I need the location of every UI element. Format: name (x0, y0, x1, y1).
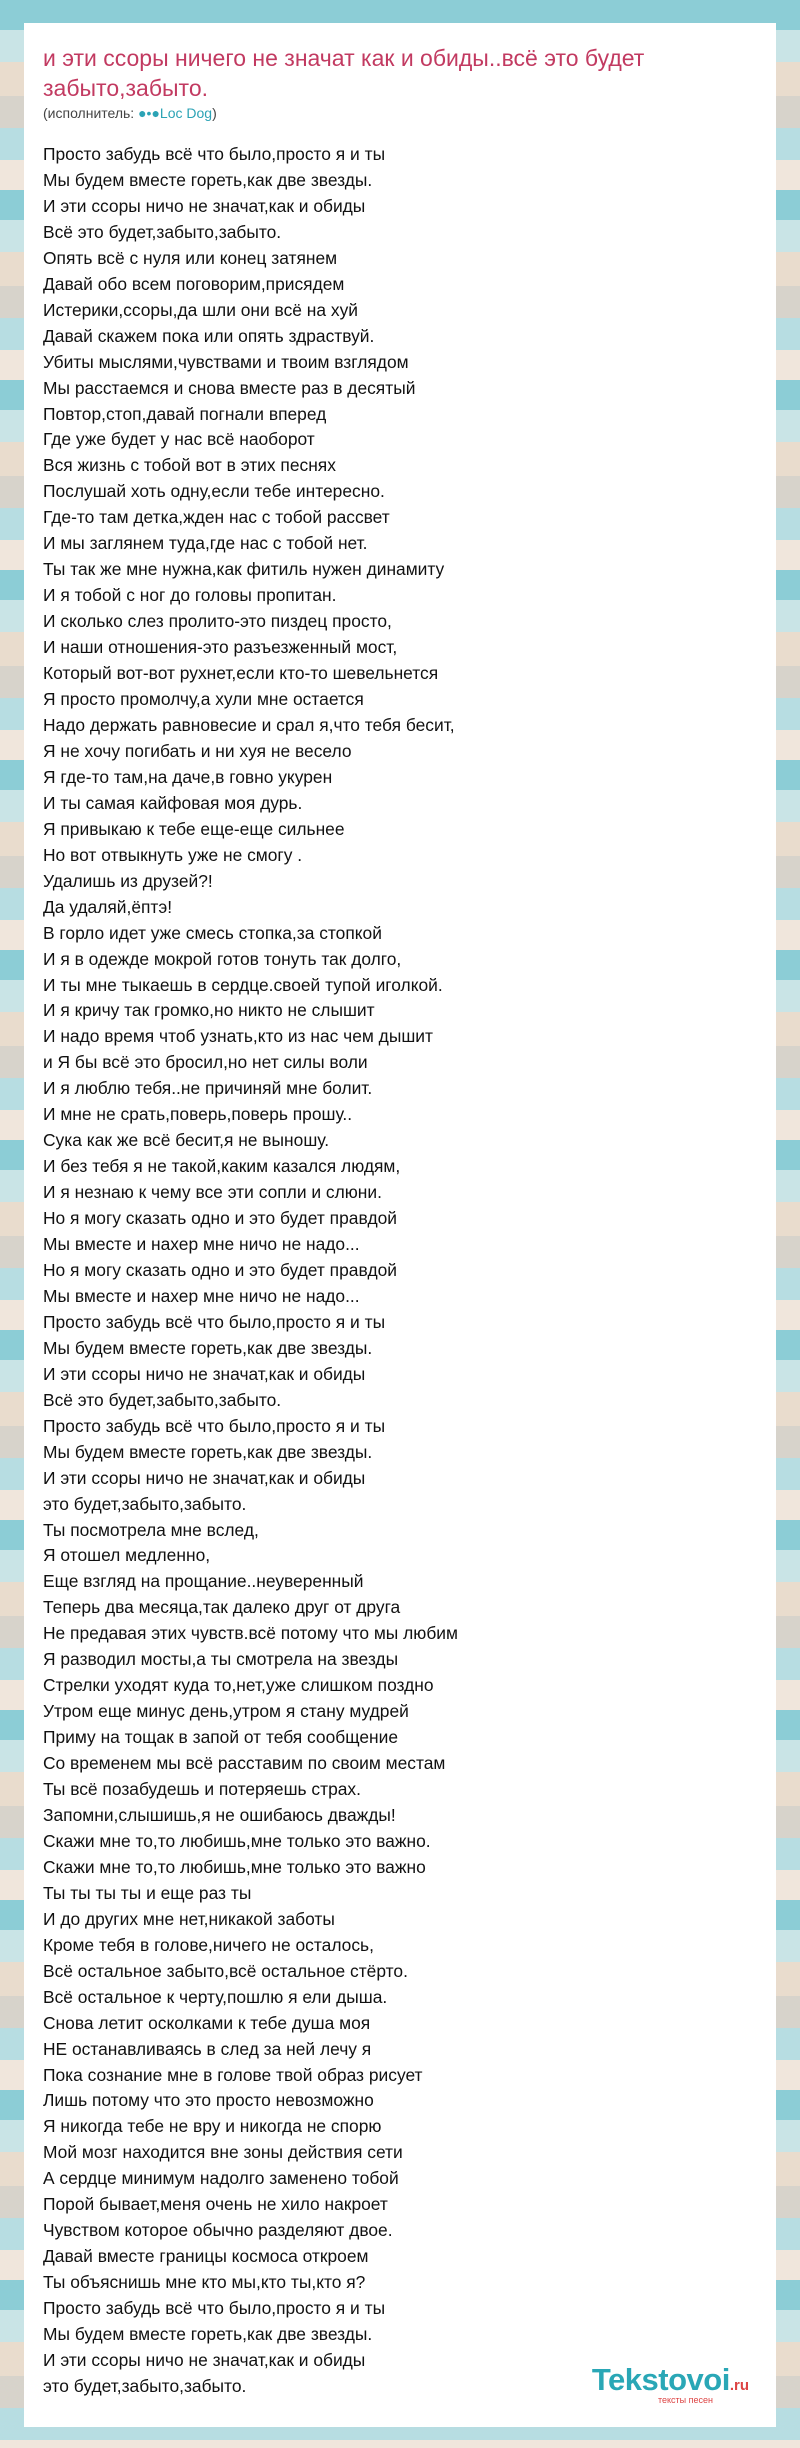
lyric-line: Теперь два месяца,так далеко друг от друга (43, 1597, 401, 1618)
lyric-line: Порой бывает,меня очень не хило накроет (43, 2194, 388, 2215)
lyric-line: Ты так же мне нужна,как фитиль нужен динамиту (43, 559, 445, 580)
lyric-line: Мы расстаемся и снова вместе раз в десятый (43, 377, 416, 398)
lyric-line: Мы вместе и нахер мне ничо не надо... (43, 1234, 360, 1255)
lyrics-body (43, 142, 756, 2400)
lyric-line: Я просто промолчу,а хули мне остается (43, 689, 364, 710)
lyric-line: Я где-то там,на даче,в говно укурен (43, 766, 333, 787)
lyric-line: Снова летит осколками к тебе душа моя (43, 2012, 371, 2033)
lyric-line: Истерики,ссоры,да шли они всё на хуй (43, 299, 359, 320)
lyric-line: Пока сознание мне в голове твой образ рисует (43, 2064, 423, 2085)
lyric-line: Скажи мне то,то любишь,мне только это важно. (43, 1830, 431, 1851)
artist-line (43, 105, 756, 122)
lyric-line: Мы вместе и нахер мне ничо не надо... (43, 1285, 360, 1306)
lyric-line: Ты объяснишь мне кто мы,кто ты,кто я? (43, 2272, 366, 2293)
lyric-line: Давай скажем пока или опять здраствуй. (43, 325, 375, 346)
lyric-line: Не предавая этих чувств.всё потому что мы любим (43, 1623, 458, 1644)
lyric-line: Я никогда тебе не вру и никогда не спорю (43, 2116, 382, 2137)
lyric-line: Запомни,слышишь,я не ошибаюсь дважды! (43, 1805, 396, 1825)
lyric-line: Надо держать равновесие и срал я,что тебя бесит, (43, 714, 455, 735)
lyric-line: это будет,забыто,забыто. (43, 2375, 247, 2396)
lyric-line: Ты посмотрела мне вслед, (43, 1519, 259, 1540)
lyric-line: И сколько слез пролито-это пиздец просто, (43, 611, 392, 632)
logo-tagline: тексты песен (657, 2395, 713, 2405)
lyric-line: Просто забудь всё что было,просто я и ты (43, 1415, 386, 1436)
logo-tld: .ru (729, 2377, 749, 2394)
lyric-line: И мы заглянем туда,где нас с тобой нет. (43, 533, 368, 554)
lyric-line: Я отошел медленно, (43, 1545, 211, 1566)
site-logo[interactable] (591, 2362, 749, 2405)
lyric-line: И эти ссоры ничо не значат,как и обиды (43, 1363, 366, 1384)
lyric-line: Я не хочу погибать и ни хуя не весело (43, 740, 352, 761)
lyric-line: Стрелки уходят куда то,нет,уже слишком поздно (43, 1675, 434, 1696)
lyric-line: Послушай хоть одну,если тебе интересно. (43, 481, 385, 502)
lyric-line: Еще взгляд на прощание..неуверенный (43, 1571, 364, 1592)
lyric-line: И я в одежде мокрой готов тонуть так долго, (43, 948, 402, 969)
lyric-line: И надо время чтоб узнать,кто из нас чем дышит (43, 1026, 433, 1047)
lyric-line: И эти ссоры ничо не значат,как и обиды (43, 1467, 366, 1488)
page-title: и эти ссоры ничего не значат как и обиды..всё это будет забыто,забыто. (43, 45, 645, 101)
lyric-line: И я незнаю к чему все эти сопли и слюни. (43, 1182, 382, 1203)
lyric-line: В горло идет уже смесь стопка,за стопкой (43, 922, 382, 943)
lyric-line: Просто забудь всё что было,просто я и ты (43, 2298, 386, 2319)
lyric-line: Кроме тебя в голове,ничего не осталось, (43, 1934, 374, 1955)
lyric-line: Приму на тощак в запой от тебя сообщение (43, 1727, 399, 1748)
lyric-line: Сука как же всё бесит,я не выношу. (43, 1130, 330, 1151)
lyric-line: Всё это будет,забыто,забыто. (43, 1389, 282, 1410)
lyric-line: И ты самая кайфовая моя дурь. (43, 792, 303, 813)
lyric-line: Просто забудь всё что было,просто я и ты (43, 1311, 386, 1332)
lyric-line: Я привыкаю к тебе еще-еще сильнее (43, 818, 345, 839)
lyric-line: И до других мне нет,никакой заботы (43, 1908, 335, 1929)
lyric-line: НЕ останавливаясь в след за ней лечу я (43, 2038, 372, 2059)
lyric-line: Да удаляй,ёптэ! (43, 896, 173, 917)
lyric-line: И мне не срать,поверь,поверь прошу.. (43, 1104, 353, 1125)
lyric-line: И эти ссоры ничо не значат,как и обиды (43, 195, 366, 216)
lyric-line: Мы будем вместе гореть,как две звезды. (43, 2324, 373, 2345)
lyric-line: Где-то там детка,жден нас с тобой рассвет (43, 507, 390, 528)
lyric-line: Удалишь из друзей?! (43, 870, 213, 891)
lyric-line: И без тебя я не такой,каким казался людям, (43, 1156, 401, 1177)
lyric-line: Всё это будет,забыто,забыто. (43, 221, 282, 242)
artist-prefix: (исполнитель: (43, 105, 139, 121)
lyric-line: И я люблю тебя..не причиняй мне болит. (43, 1078, 373, 1099)
lyric-line: Давай обо всем поговорим,присядем (43, 273, 345, 294)
lyric-line: Просто забудь всё что было,просто я и ты (43, 144, 386, 164)
artist-suffix: ) (212, 105, 217, 121)
lyric-line: и Я бы всё это бросил,но нет силы воли (43, 1052, 368, 1073)
lyric-line: Скажи мне то,то любишь,мне только это важно (43, 1856, 426, 1877)
lyric-line: Чувством которое обычно разделяют двое. (43, 2220, 393, 2241)
lyric-line: И наши отношения-это разъезженный мост, (43, 637, 398, 658)
lyric-line: Ты ты ты ты и еще раз ты (43, 1882, 252, 1903)
lyric-line: И ты мне тыкаешь в сердце.своей тупой иголкой. (43, 974, 443, 995)
lyric-line: Убиты мыслями,чувствами и твоим взглядом (43, 351, 409, 372)
lyric-line: это будет,забыто,забыто. (43, 1493, 247, 1514)
lyric-line: Мы будем вместе гореть,как две звезды. (43, 169, 373, 190)
lyric-line: А сердце минимум надолго заменено тобой (43, 2168, 399, 2189)
lyric-line: Который вот-вот рухнет,если кто-то шевельнется (43, 663, 439, 684)
lyric-line: Но вот отвыкнуть уже не смогу . (43, 844, 303, 865)
lyric-line: Со временем мы всё расставим по своим местам (43, 1753, 446, 1774)
lyric-line: И эти ссоры ничо не значат,как и обиды (43, 2350, 366, 2371)
lyric-line: Лишь потому что это просто невозможно (43, 2090, 374, 2111)
artist-link[interactable]: ●•●Loc Dog (138, 105, 213, 121)
lyric-line: Но я могу сказать одно и это будет правдой (43, 1208, 398, 1229)
lyric-line: Ты всё позабудешь и потеряешь страх. (43, 1779, 361, 1800)
lyric-line: Утром еще минус день,утром я стану мудрей (43, 1701, 409, 1722)
lyric-line: Мы будем вместе гореть,как две звезды. (43, 1441, 373, 1462)
lyric-line: Давай вместе границы космоса откроем (43, 2246, 369, 2267)
lyric-line: Но я могу сказать одно и это будет правдой (43, 1259, 398, 1280)
logo-wordmark: Tekstovoi (591, 2362, 730, 2397)
lyric-line: Всё остальное к черту,пошлю я ели дыша. (43, 1986, 388, 2007)
lyric-line: Где уже будет у нас всё наоборот (43, 429, 315, 450)
lyrics-card (24, 23, 776, 2427)
lyric-line: Повтор,стоп,давай погнали вперед (43, 403, 327, 424)
lyric-line: Всё остальное забыто,всё остальное стёрто. (43, 1960, 408, 1981)
lyric-line: Мой мозг находится вне зоны действия сети (43, 2142, 403, 2163)
lyric-line: Мы будем вместе гореть,как две звезды. (43, 1337, 373, 1358)
lyric-line: Вся жизнь с тобой вот в этих песнях (43, 455, 336, 476)
lyric-line: Я разводил мосты,а ты смотрела на звезды (43, 1649, 399, 1670)
lyric-line: И я тобой с ног до головы пропитан. (43, 585, 337, 606)
lyric-line: И я кричу так громко,но никто не слышит (43, 1000, 375, 1021)
lyric-line: Опять всё с нуля или конец затянем (43, 247, 338, 268)
